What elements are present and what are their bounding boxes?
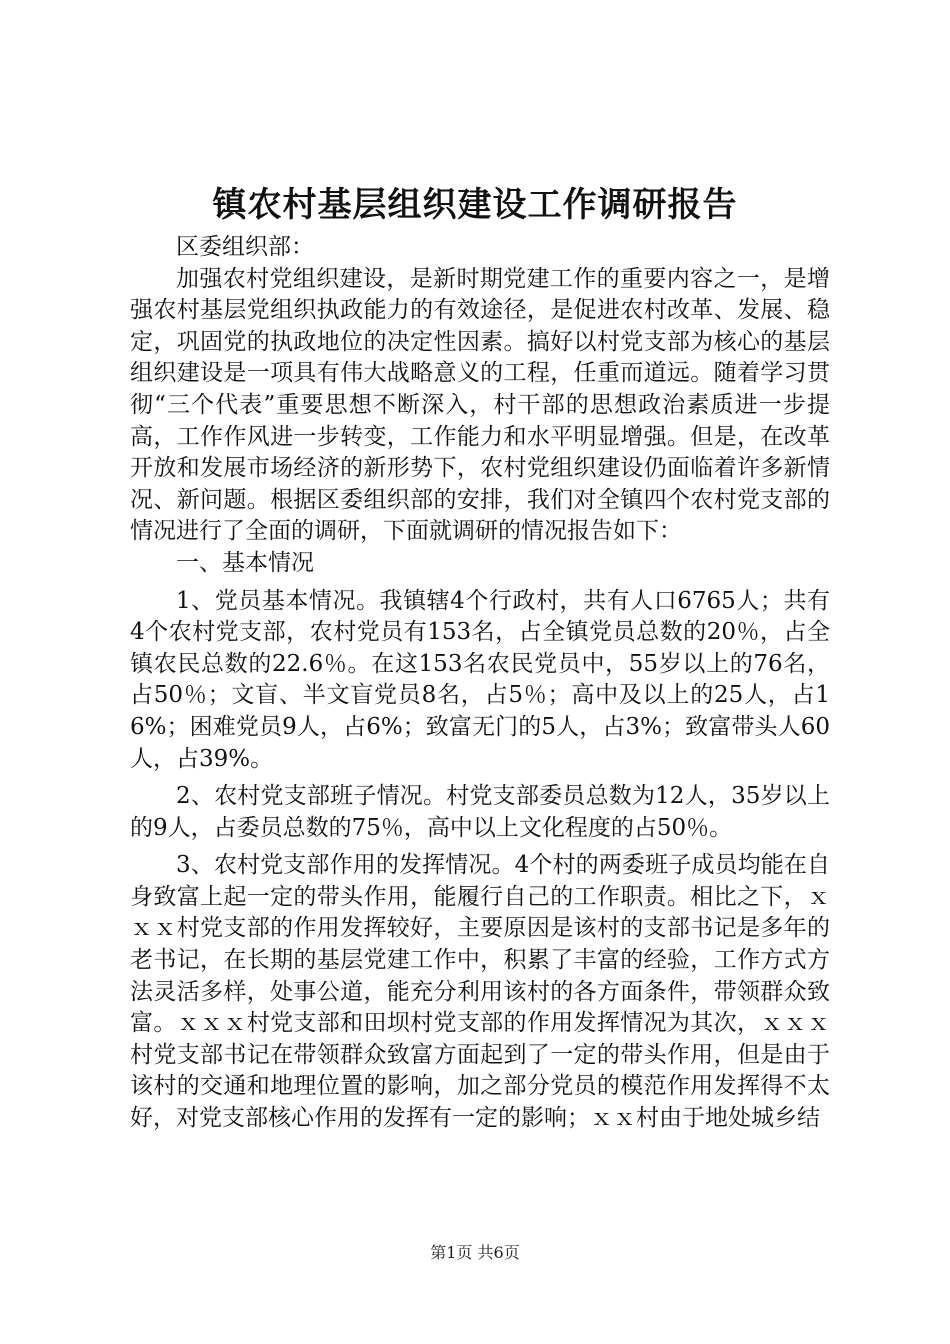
branch-team-paragraph: 2、农村党支部班子情况。村党支部委员总数为12人，35岁以上的9人，占委员总数的75％，高中以上文化程度的占50％。 bbox=[130, 783, 830, 841]
page-number-footer: 第1页 共6页 bbox=[430, 1243, 520, 1262]
branch-role-paragraph: 3、农村党支部作用的发挥情况。4个村的两委班子成员均能在自身致富上起一定的带头作用，能履行自己的工作职责。相比之下，ｘｘｘ村党支部的作用发挥较好，主要原因是该村的支部书记是多年的老书记，在长期的基层党建工作中，积累了丰富的经验，工作方式方法灵活多样，处事公道，能充分利用该村的各方面条件，带领群众致富。ｘｘｘ村党支部和田坝村党支部的作用发挥情况为其次，ｘｘｘ村党支部书记在带领群众致富方面起到了一定的带头作用，但是由于该村的交通和地理位置的影响，加之部分党员的模范作用发挥得不太好，对党支部核心作用的发挥有一定的影响；ｘｘ村由于地处城乡结 bbox=[130, 852, 830, 1132]
salutation-paragraph: 区委组织部： bbox=[176, 234, 314, 260]
party-member-paragraph: 1、党员基本情况。我镇辖4个行政村，共有人口6765人；共有4个农村党支部，农村党员有153名，占全镇党员总数的20％，占全镇农民总数的22.6％。在这153名农民党员中，55岁以上的76名，占50％；文盲、半文盲党员8名，占5％；高中及以上的25人，占16%；困难党员9人，占6%；致富无门的5人，占3%；致富带头人60人，占39%。 bbox=[130, 587, 830, 772]
document-body bbox=[130, 232, 830, 1135]
section-heading-basic-situation: 一、基本情况 bbox=[176, 549, 314, 576]
intro-paragraph: 加强农村党组织建设，是新时期党建工作的重要内容之一，是增强农村基层党组织执政能力的有效途径，是促进农村改革、发展、稳定，巩固党的执政地位的决定性因素。搞好以村党支部为核心的基层组织建设是一项具有伟大战略意义的工程，任重而道远。随着学习贯彻“三个代表”重要思想不断深入，村干部的思想政治素质进一步提高，工作作风进一步转变，工作能力和水平明显增强。但是，在改革开放和发展市场经济的新形势下，农村党组织建设仍面临着许多新情况、新问题。根据区委组织部的安排，我们对全镇四个农村党支部的情况进行了全面的调研，下面就调研的情况报告如下： bbox=[130, 265, 830, 545]
document-title: 镇农村基层组织建设工作调研报告 bbox=[212, 185, 738, 225]
